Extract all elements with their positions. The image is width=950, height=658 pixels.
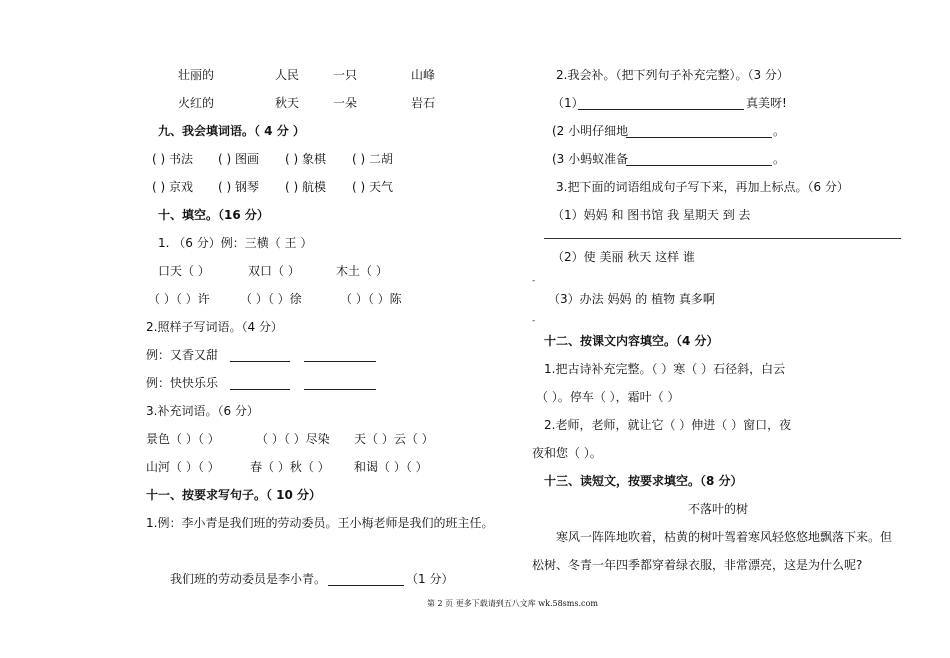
story-paragraph-1: 寒风一阵阵地吹着，枯黄的树叶驾着寒风轻悠悠地飘落下来。但 (556, 530, 893, 544)
idiom-item: 和谒（ ）（ ） (354, 460, 428, 474)
line-marker: - (532, 316, 536, 326)
char-item: （ ）（ ）徐 (240, 292, 302, 306)
section-9-title: 九、我会填词语。（ 4 分 ） (158, 124, 305, 138)
question-11-1: 1.例：李小青是我们班的劳动委员。王小梅老师是我们的班主任。 (146, 516, 494, 530)
word-pair-left-3: 一只 (333, 68, 358, 82)
char-item: 双口（ ） (248, 264, 300, 278)
score-label: （1 分） (406, 572, 454, 586)
poem-line-2: （ ）。停车（ ），霜叶（ ） (536, 390, 680, 404)
char-item: 木土（ ） (336, 264, 388, 278)
question-2-title: 2.我会补。（把下列句子补充完整）。（3 分） (556, 68, 789, 82)
fill-item: ( ) 航模 (285, 180, 326, 194)
fill-item: ( ) 钢琴 (218, 180, 259, 194)
word-group-3: （3）办法 妈妈 的 植物 真多啊 (548, 292, 715, 306)
answer-blank[interactable] (328, 574, 404, 586)
line-marker: - (532, 276, 536, 286)
char-item: （ ）（ ）陈 (340, 292, 402, 306)
idiom-item: 春（ ）秋（ ） (250, 460, 330, 474)
answer-blank[interactable] (626, 154, 772, 166)
idiom-item: 景色（ ）（ ） (146, 432, 220, 446)
text-line-3: 2.老师，老师，就让它（ ）伸进（ ）窗口，夜 (544, 418, 792, 432)
char-item: 口天（ ） (158, 264, 210, 278)
rewrite-sentence: 我们班的劳动委员是李小青。 (170, 572, 327, 586)
sentence-a-prefix: （1） (552, 96, 584, 110)
fill-item: ( ) 象棋 (285, 152, 326, 166)
example-1: 例：又香又甜 (146, 348, 219, 362)
poem-line-1: 1.把古诗补充完整。（ ）寒（ ）石径斜，白云 (544, 362, 786, 376)
word-pair-left-7: 一朵 (333, 96, 358, 110)
word-group-2: （2）使 美丽 秋天 这样 谁 (552, 250, 695, 264)
question-10-3: 3.补充词语。（6 分） (146, 404, 259, 418)
sentence-a-suffix: 真美呀! (746, 96, 787, 110)
question-10-1: 1. （6 分）例：三横（ 王 ） (158, 236, 313, 250)
answer-blank[interactable] (304, 350, 376, 362)
answer-blank[interactable] (578, 98, 744, 110)
word-group-1: （1）妈妈 和 图书馆 我 星期天 到 去 (552, 208, 751, 222)
question-10-2: 2.照样子写词语。（4 分） (146, 320, 283, 334)
story-title: 不落叶的树 (688, 502, 749, 516)
answer-blank[interactable] (626, 126, 772, 138)
word-pair-left-8: 岩石 (411, 96, 436, 110)
text-line-4: 夜和您（ ）。 (532, 446, 602, 460)
section-13-title: 十三、读短文，按要求填空。（8 分） (544, 474, 743, 488)
answer-line[interactable] (544, 238, 901, 239)
section-11-title: 十一、按要求写句子。（ 10 分） (146, 488, 322, 502)
word-pair-left-6: 秋天 (275, 96, 300, 110)
example-2: 例：快快乐乐 (146, 376, 219, 390)
idiom-item: （ ）（ ）尽染 (256, 432, 330, 446)
word-pair-left-1: 壮丽的 (178, 68, 215, 82)
fill-item: ( ) 京戏 (152, 180, 193, 194)
page-footer: 第 2 页 更多下载请到五八文库 wk.58sms.com (427, 599, 598, 608)
fill-item: ( ) 天气 (352, 180, 393, 194)
word-pair-left-2: 人民 (275, 68, 300, 82)
word-pair-left-5: 火红的 (178, 96, 215, 110)
idiom-item: 山河（ ）（ ） (146, 460, 220, 474)
answer-blank[interactable] (230, 378, 290, 390)
section-10-title: 十、填空。（16 分） (158, 208, 269, 222)
answer-blank[interactable] (304, 378, 376, 390)
char-item: （ ）（ ）许 (148, 292, 210, 306)
fill-item: ( ) 图画 (218, 152, 259, 166)
sentence-c-suffix: 。 (773, 152, 786, 166)
fill-item: ( ) 二胡 (352, 152, 393, 166)
section-12-title: 十二、按课文内容填空。（4 分） (544, 334, 719, 348)
idiom-item: 天（ ）云（ ） (354, 432, 434, 446)
answer-blank[interactable] (230, 350, 290, 362)
story-paragraph-2: 松树、冬青一年四季都穿着绿衣服，非常漂亮，这是为什么呢? (532, 558, 863, 572)
word-pair-left-4: 山峰 (411, 68, 436, 82)
question-3-title: 3.把下面的词语组成句子写下来，再加上标点。（6 分） (556, 180, 849, 194)
sentence-b-suffix: 。 (773, 124, 786, 138)
sentence-b-prefix: (2 小明仔细地 (552, 124, 629, 138)
fill-item: ( ) 书法 (152, 152, 193, 166)
sentence-c-prefix: (3 小蚂蚁准备 (552, 152, 629, 166)
